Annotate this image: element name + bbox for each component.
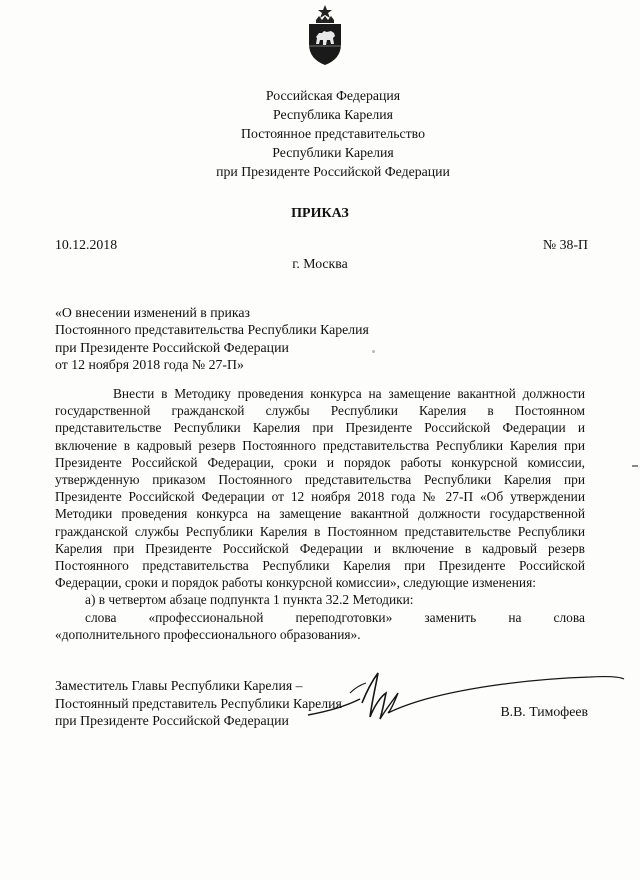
- header-line: Российская Федерация: [265, 88, 401, 103]
- issuer-header: [0, 86, 640, 181]
- position-line: Заместитель Главы Республики Карелия –: [55, 678, 303, 693]
- document-subject: [55, 304, 415, 374]
- subject-line: от 12 ноября 2018 года № 27-П»: [55, 357, 244, 373]
- amendment-item-a: а) в четвертом абзаце подпункта 1 пункта 32.2 Методики:: [85, 592, 414, 608]
- coat-of-arms-icon: [305, 4, 345, 66]
- subject-line: Постоянного представительства Республики Карелия: [55, 322, 369, 338]
- handwritten-signature: [290, 663, 630, 733]
- replacement-word: заменить: [424, 609, 477, 625]
- replacement-text: «дополнительного профессионального образования».: [55, 626, 361, 642]
- replacement-word: на: [508, 609, 522, 625]
- subject-line: «О внесении изменений в приказ: [55, 305, 250, 320]
- document-date: 10.12.2018: [55, 237, 118, 252]
- document-body: [55, 385, 585, 643]
- header-line: Республики Карелия: [272, 145, 394, 160]
- document-city: г. Москва: [292, 256, 348, 271]
- position-line: Постоянный представитель Республики Карелия: [55, 695, 342, 711]
- header-line: Постоянное представительство: [241, 126, 425, 141]
- replacement-word: слова: [553, 609, 585, 625]
- document-title: ПРИКАЗ: [291, 206, 349, 221]
- scan-speck: [372, 350, 375, 353]
- position-line: при Президенте Российской Федерации: [55, 713, 289, 729]
- body-paragraph: Внести в Методику проведения конкурса на замещение вакантной должности государственной гражданской службы Республики Карелия в Постоянном представительстве Республики Карелия при Президенте Российской Федерации и включение в кадровый резерв Постоянного представительства Республики Карелия при Президенте Российской Федерации, сроки и порядок работы конкурсной комиссии, утвержденную приказом Постоянного представительства Республики Карелия при Президенте Российской Федерации от 12 ноября 2018 года № 27-П «Об утверждении Методики проведения конкурса на замещение вакантной должности государственной гражданской службы Республики Карелия в Постоянном представительстве Республики Карелия при Президенте Российской Федерации и включение в кадровый резерв Постоянного представительства Республики Карелия при Президенте Российской Федерации, сроки и порядок работы конкурсной комиссии», следующие изменения:: [55, 386, 585, 591]
- replacement-word: переподготовки»: [295, 609, 393, 625]
- header-line: при Президенте Российской Федерации: [216, 164, 450, 179]
- signer-name: В.В. Тимофеев: [500, 704, 588, 719]
- replacement-row: [55, 609, 585, 626]
- subject-line: при Президенте Российской Федерации: [55, 339, 289, 355]
- document-number: № 38-П: [543, 237, 588, 252]
- scan-mark: [632, 465, 638, 467]
- replacement-word: слова: [85, 609, 117, 625]
- header-line: Республика Карелия: [273, 107, 393, 122]
- replacement-word: «профессиональной: [148, 609, 264, 625]
